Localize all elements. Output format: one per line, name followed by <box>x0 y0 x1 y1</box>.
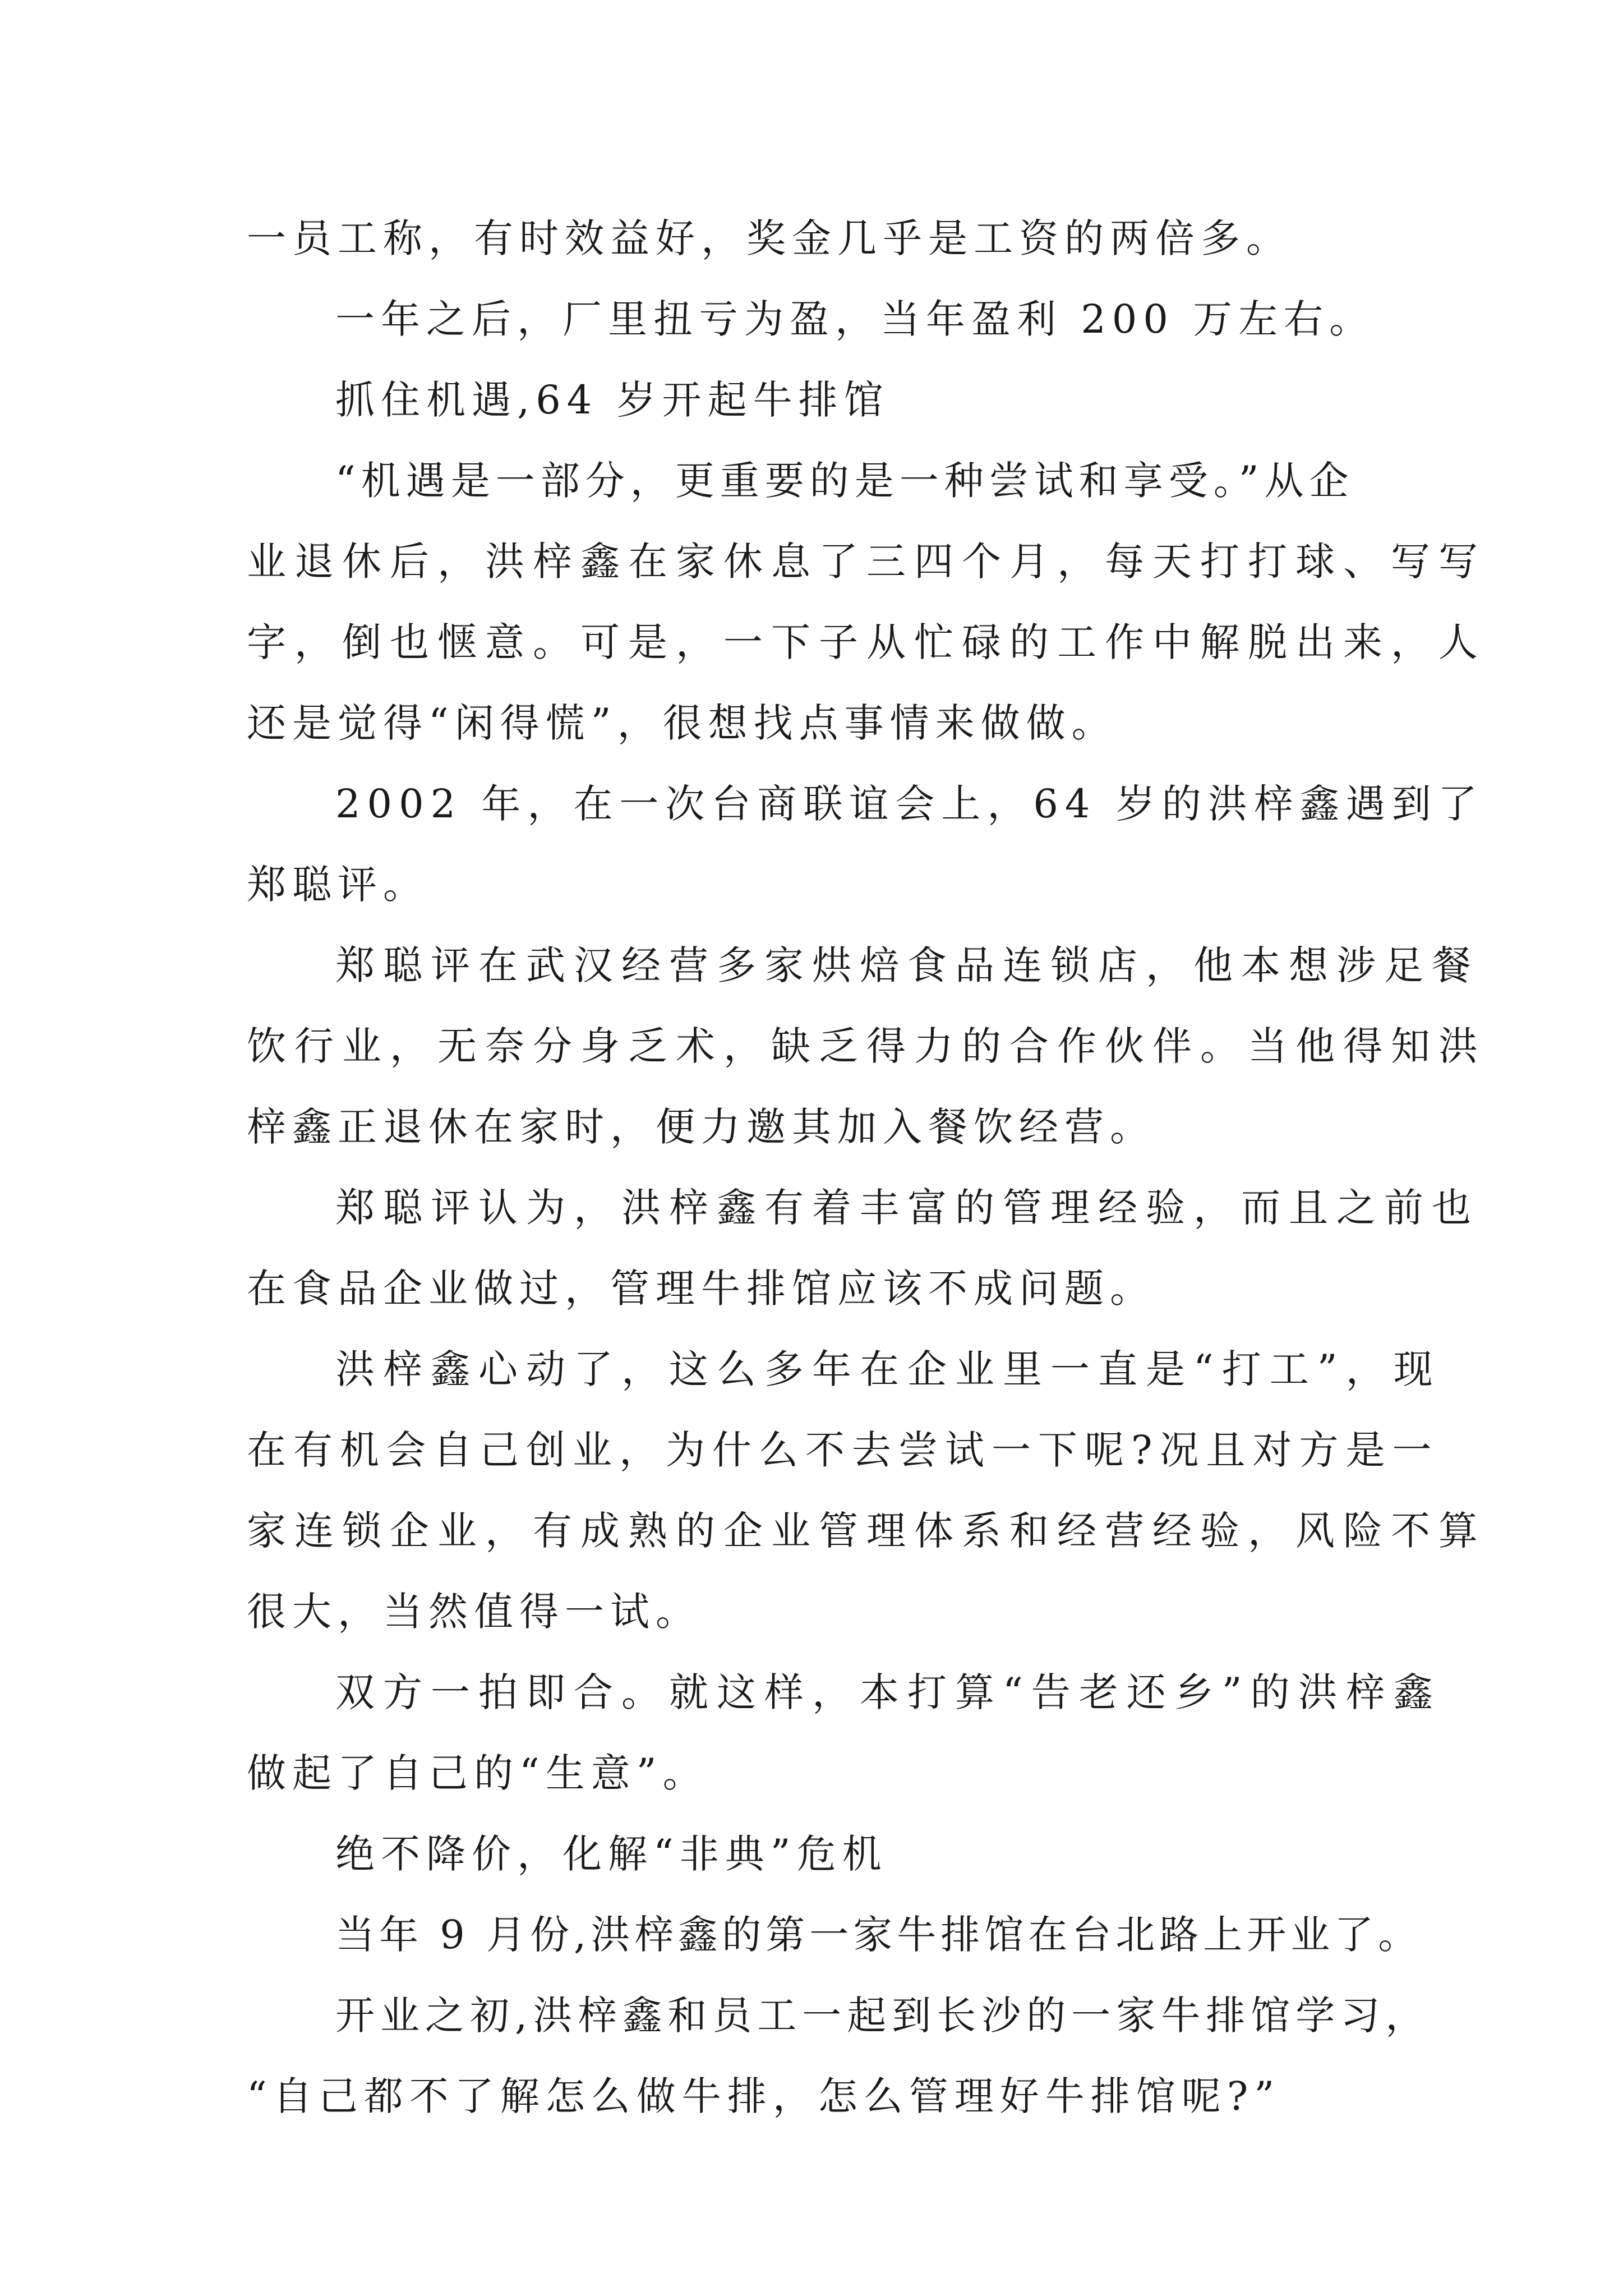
text-line: “机遇是一部分，更重要的是一种尝试和享受。”从企 <box>335 458 1354 504</box>
text-line: 一年之后，厂里扭亏为盈，当年盈利 200 万左右。 <box>335 296 1375 342</box>
text-line: 很大，当然值得一试。 <box>247 1589 701 1635</box>
text-line: 一员工称，有时效益好，奖金几乎是工资的两倍多。 <box>247 215 1292 261</box>
text-line: 绝不降价，化解“非典”危机 <box>335 1831 888 1877</box>
text-line: 饮行业，无奈分身乏术，缺乏得力的合作伙伴。当他得知洪 <box>247 1023 1486 1069</box>
text-line: 在食品企业做过，管理牛排馆应该不成问题。 <box>247 1266 1155 1312</box>
text-line: 洪梓鑫心动了，这么多年在企业里一直是“打工”，现 <box>335 1346 1441 1392</box>
text-line: 做起了自己的“生意”。 <box>247 1750 708 1796</box>
text-line: “自己都不了解怎么做牛排，怎么管理好牛排馆呢?” <box>247 2073 1281 2119</box>
text-line: 还是觉得“闲得慌”，很想找点事情来做做。 <box>247 700 1117 746</box>
text-line: 开业之初,洪梓鑫和员工一起到长沙的一家牛排馆学习， <box>335 1993 1431 2039</box>
text-line: 业退休后，洪梓鑫在家休息了三四个月，每天打打球、写写 <box>247 539 1486 585</box>
text-line: 郑聪评在武汉经营多家烘焙食品连锁店，他本想涉足餐 <box>335 942 1479 988</box>
text-line: 抓住机遇,64 岁开起牛排馆 <box>335 377 889 423</box>
text-line: 家连锁企业，有成熟的企业管理体系和经营经验，风险不算 <box>247 1508 1486 1554</box>
text-line: 郑聪评认为，洪梓鑫有着丰富的管理经验，而且之前也 <box>335 1185 1479 1231</box>
text-line: 2002 年，在一次台商联谊会上，64 岁的洪梓鑫遇到了 <box>335 781 1484 827</box>
text-line: 字，倒也惬意。可是，一下子从忙碌的工作中解脱出来，人 <box>247 619 1486 665</box>
text-line: 郑聪评。 <box>247 862 428 908</box>
text-line: 当年 9 月份,洪梓鑫的第一家牛排馆在台北路上开业了。 <box>335 1912 1422 1958</box>
text-line: 梓鑫正退休在家时，便力邀其加入餐饮经营。 <box>247 1104 1155 1150</box>
text-line: 双方一拍即合。就这样，本打算“告老还乡”的洪梓鑫 <box>335 1669 1441 1715</box>
text-line: 在有机会自己创业，为什么不去尝试一下呢?况且对方是一 <box>247 1427 1439 1473</box>
